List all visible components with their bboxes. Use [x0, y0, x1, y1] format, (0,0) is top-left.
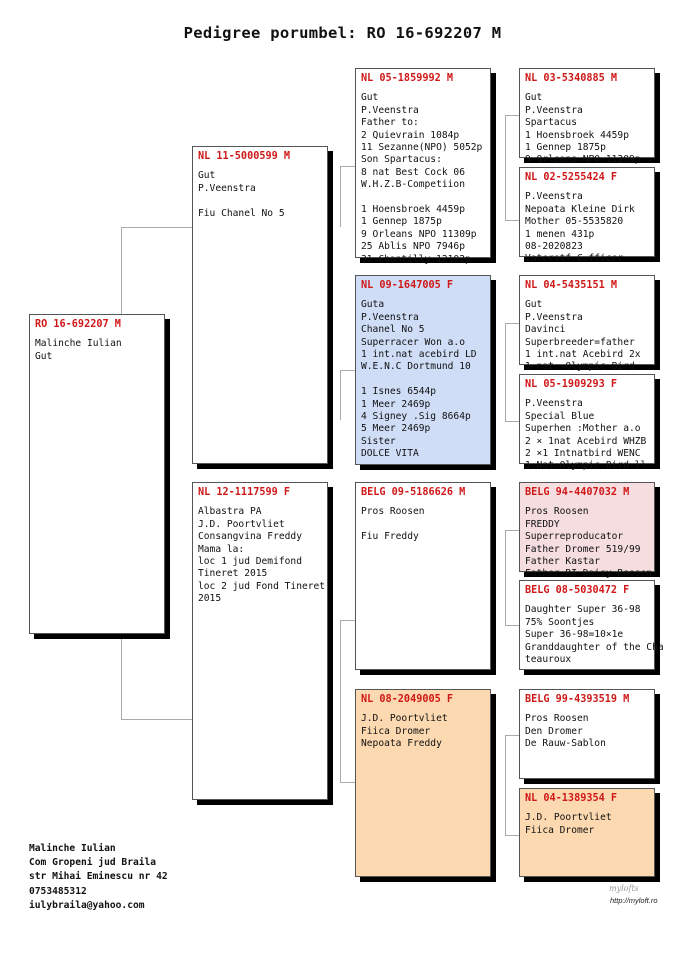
ring-number: NL 08-2049005 F	[361, 694, 454, 705]
card-line: Gut	[525, 92, 543, 104]
card-line: Malinche Iulian	[35, 338, 122, 350]
owner-email: iulybraila@yahoo.com	[29, 899, 145, 911]
card-line: Pros Roosen	[525, 713, 589, 725]
connector	[340, 620, 341, 782]
card-line: Albastra PA	[198, 506, 262, 518]
pigeon-card-dam-sire[interactable]	[355, 482, 491, 670]
ring-number: NL 04-5435151 M	[525, 280, 618, 291]
card-line: 1 menen 431p	[525, 228, 595, 240]
card-line: P.Veenstra	[525, 311, 583, 323]
connector	[121, 633, 122, 719]
ring-number: BELG 94-4407032 M	[525, 487, 630, 498]
card-line: 08-2020823	[525, 241, 583, 253]
pigeon-card-subject[interactable]	[29, 314, 165, 634]
card-line: Gut	[525, 299, 543, 311]
connector	[505, 115, 506, 220]
connector	[505, 835, 519, 836]
card-line: Son Spartacus:	[361, 154, 442, 166]
card-line: P.Veenstra	[525, 191, 583, 203]
card-line	[361, 519, 485, 531]
card-line: Father to:	[361, 117, 419, 129]
ring-number: RO 16-692207 M	[35, 319, 121, 330]
ring-number: NL 12-1117599 F	[198, 487, 291, 498]
pigeon-card-sire-dam[interactable]	[355, 275, 491, 465]
pigeon-card-sire-sire[interactable]	[355, 68, 491, 265]
card-line: Mama la:	[198, 543, 245, 555]
card-line: Super 36-98=10×1e	[525, 629, 624, 641]
card-line: loc 1 jud Demifond	[198, 556, 302, 568]
card-line: P.Veenstra	[525, 398, 583, 410]
card-line	[361, 374, 485, 386]
card-line: teauroux	[525, 654, 572, 666]
owner-phone: 0753485312	[29, 885, 87, 897]
pigeon-card-dam-dam[interactable]	[355, 689, 491, 877]
card-line: Nepoata Freddy	[361, 738, 442, 750]
ring-number: NL 02-5255424 F	[525, 172, 618, 183]
card-line: 2015	[198, 593, 222, 605]
card-line: J.D. Poortvliet	[525, 812, 612, 824]
owner-street: str Mihai Eminescu nr 42	[29, 871, 168, 883]
card-line: W.H.Z.B-Competiion	[361, 179, 465, 191]
ring-number: NL 03-5340885 M	[525, 73, 618, 84]
connector	[121, 719, 193, 720]
card-line: 1 Meer 2469p	[361, 398, 431, 410]
card-line: Fiica Dromer	[361, 725, 431, 737]
card-line: Gut	[361, 92, 379, 104]
card-line: 2 × 1nat Acebird WHZB	[525, 435, 647, 447]
card-line: P.Veenstra	[361, 311, 419, 323]
card-line: 1 nat. Olympic Bird	[525, 361, 635, 373]
card-line: 75% Soontjes	[525, 616, 595, 628]
ring-number: NL 09-1647005 F	[361, 280, 454, 291]
card-line: Fiu Freddy	[361, 531, 419, 543]
card-line	[361, 192, 485, 204]
card-line: 5 Meer 2469p	[361, 423, 431, 435]
page-title: Pedigree porumbel: RO 16-692207 M	[183, 24, 502, 42]
card-line: 1 int.nat Acebird 2x	[525, 349, 641, 361]
connector	[340, 370, 355, 371]
ring-number: BELG 99-4393519 M	[525, 694, 630, 705]
card-line: Sister	[361, 435, 396, 447]
pigeon-card-ggp-8[interactable]	[519, 788, 655, 877]
card-line: Daughter Super 36-98	[525, 604, 641, 616]
card-line: Vaterstf C.fficer	[525, 253, 624, 265]
pigeon-card-sire[interactable]	[192, 146, 328, 464]
card-line: 1 Gennep 1875p	[361, 216, 442, 228]
card-line: Chanel No 5	[361, 324, 425, 336]
card-line: Gut	[35, 350, 53, 362]
card-line: Guta	[361, 299, 385, 311]
connector	[340, 166, 355, 167]
connector	[505, 735, 506, 835]
card-line: Pros Roosen	[361, 506, 425, 518]
card-line: 2 ×1 Intnatbird WENC	[525, 448, 641, 460]
card-line: Pros Roosen	[525, 506, 589, 518]
ring-number: NL 05-1859992 M	[361, 73, 454, 84]
owner-locality: Com Gropeni jud Braila	[29, 857, 157, 869]
connector	[505, 735, 519, 736]
pigeon-card-ggp-2[interactable]	[519, 167, 655, 265]
connector	[340, 620, 355, 621]
card-line: 1 Gennep 1875p	[525, 142, 606, 154]
connector	[505, 625, 519, 626]
card-line: Consangvina Freddy	[198, 531, 302, 543]
card-line: 1 Hoensbroek 4459p	[525, 129, 629, 141]
card-line: 2 Quievrain 1084p	[361, 129, 460, 141]
card-line: J.D. Poortvliet	[361, 713, 448, 725]
pigeon-card-ggp-6[interactable]	[519, 580, 664, 670]
pigeon-card-ggp-3[interactable]	[519, 275, 655, 373]
ring-number: BELG 08-5030472 F	[525, 585, 630, 596]
card-line: Superreproducator	[525, 531, 624, 543]
card-line: 8 nat Best Cock 06	[361, 166, 465, 178]
card-line: 1 Nat Olympic Bird ll	[525, 460, 647, 472]
card-line: 4 Signey .Sig 8664p	[361, 411, 471, 423]
pigeon-card-ggp-5[interactable]	[519, 482, 655, 580]
card-line: P.Veenstra	[198, 182, 256, 194]
card-line: 1 int.nat acebird LD	[361, 349, 477, 361]
myloft-url[interactable]: http://myloft.ro	[610, 896, 658, 905]
ring-number: NL 04-1389354 F	[525, 793, 618, 804]
connector	[340, 370, 341, 420]
card-line: loc 2 jud Fond Tineret	[198, 580, 326, 592]
owner-address	[29, 842, 168, 913]
card-line: Fiu Chanel No 5	[198, 207, 285, 219]
card-line: Superbreeder=father	[525, 336, 635, 348]
connector	[340, 166, 341, 227]
card-line	[198, 195, 322, 207]
card-line: Mother 05-5535820	[525, 216, 624, 228]
card-line: Gut	[198, 170, 216, 182]
card-line: 31 Chantilly 12102p	[361, 253, 471, 265]
card-line: 1 Isnes 6544p	[361, 386, 437, 398]
card-line: 11 Sezanne(NPO) 5052p	[361, 142, 483, 154]
card-line: Fiica Dromer	[525, 824, 595, 836]
ring-number: BELG 09-5186626 M	[361, 487, 466, 498]
ring-number: NL 05-1909293 F	[525, 379, 618, 390]
connector	[505, 530, 519, 531]
owner-name: Malinche Iulian	[29, 843, 116, 854]
card-line: 9 Orleans NPO 11309p	[525, 154, 641, 166]
card-line: Davinci	[525, 324, 566, 336]
card-line: J.D. Poortvliet	[198, 518, 285, 530]
card-line: W.E.N.C Dortmund 10	[361, 361, 471, 373]
connector	[505, 115, 519, 116]
pigeon-card-ggp-1[interactable]	[519, 68, 655, 166]
card-line: Superhen :Mother a.o	[525, 423, 641, 435]
connector	[121, 227, 193, 228]
card-line: DOLCE VITA	[361, 448, 419, 460]
card-line: Father Dromer 519/99	[525, 543, 641, 555]
myloft-logo: mylofts	[609, 884, 639, 893]
card-line: Granddaughter of the Cha	[525, 641, 664, 653]
card-line: 9 Orleans NPO 11309p	[361, 228, 477, 240]
card-line: 1 Hoensbroek 4459p	[361, 204, 465, 216]
connector	[505, 220, 519, 221]
connector	[505, 323, 519, 324]
pigeon-card-ggp-7[interactable]	[519, 689, 655, 779]
card-line: FREDDY	[525, 518, 560, 530]
card-line: Superracer Won a.o	[361, 336, 465, 348]
card-line: Special Blue	[525, 410, 595, 422]
card-line: Spartacus	[525, 117, 577, 129]
connector	[505, 421, 519, 422]
connector	[505, 323, 506, 421]
pigeon-card-dam[interactable]	[192, 482, 328, 800]
connector	[121, 227, 122, 318]
card-line: Father Kastar	[525, 556, 601, 568]
connector	[340, 782, 355, 783]
card-line: Father RI Daisy Roosen	[525, 568, 653, 580]
card-line: 25 Ablis NPO 7946p	[361, 241, 465, 253]
card-line: P.Veenstra	[361, 104, 419, 116]
card-line: P.Veenstra	[525, 104, 583, 116]
ring-number: NL 11-5000599 M	[198, 151, 291, 162]
card-line: Tineret 2015	[198, 568, 268, 580]
card-line: De Rauw-Sablon	[525, 738, 606, 750]
card-line: Den Dromer	[525, 725, 583, 737]
pigeon-card-ggp-4[interactable]	[519, 374, 655, 472]
card-line: Nepoata Kleine Dirk	[525, 203, 635, 215]
connector	[505, 530, 506, 625]
